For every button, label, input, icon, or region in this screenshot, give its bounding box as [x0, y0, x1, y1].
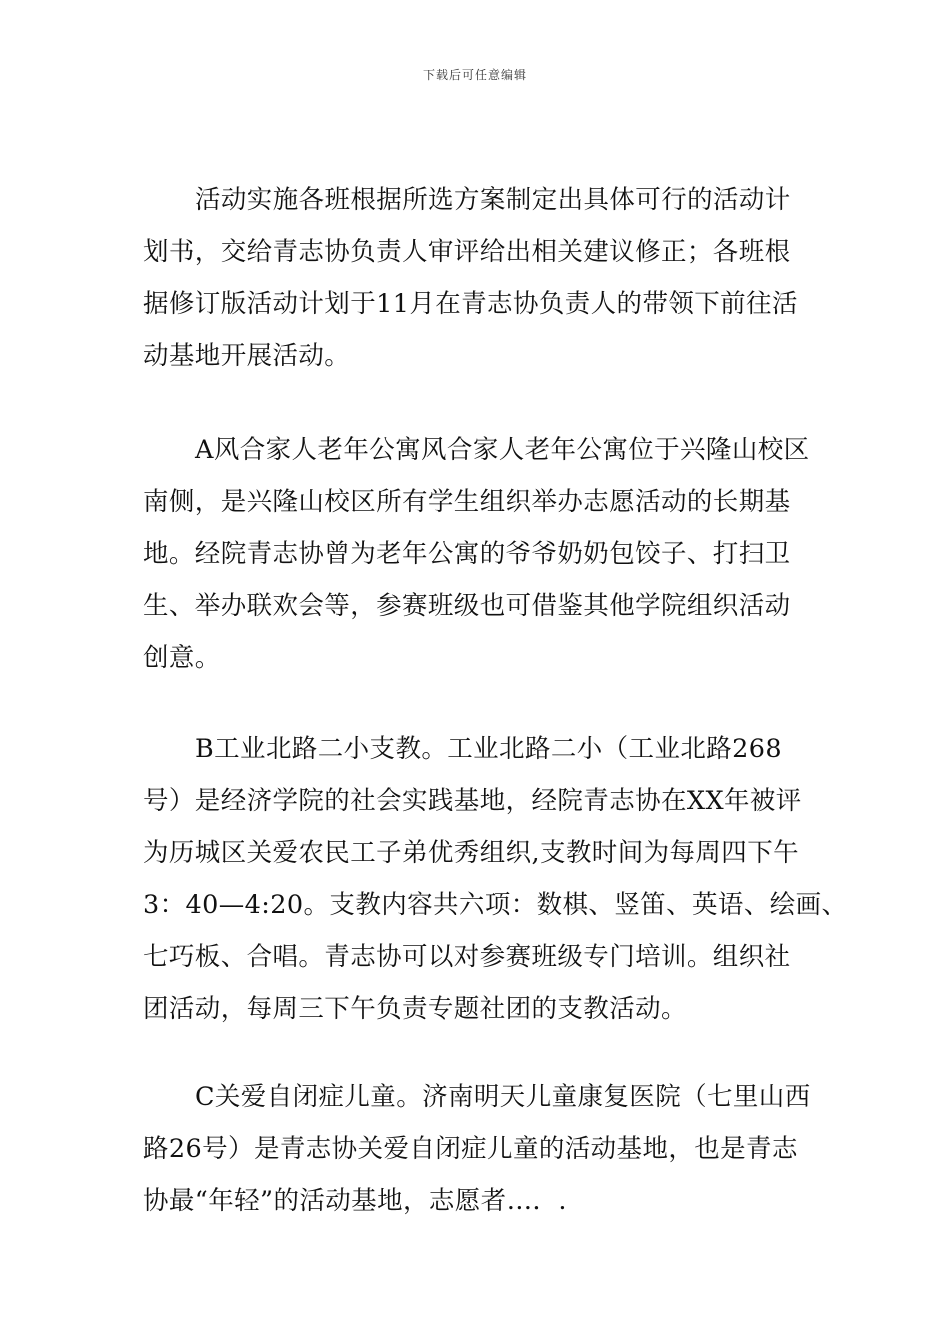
paragraph-line: 3：40—4:20。支教内容共六项：数棋、竖笛、英语、绘画、: [143, 890, 848, 920]
paragraph-line: 活动实施各班根据所选方案制定出具体可行的活动计: [195, 185, 791, 215]
paragraph-line: 路26号）是青志协关爱自闭症儿童的活动基地，也是青志: [143, 1134, 798, 1164]
paragraph-option-b: [143, 723, 848, 1035]
paragraph-line: 为历城区关爱农民工子弟优秀组织,支教时间为每周四下午: [143, 838, 800, 868]
paragraph-line: B工业北路二小支教。工业北路二小（工业北路268: [195, 734, 783, 764]
paragraph-line: 号）是经济学院的社会实践基地，经院青志协在XX年被评: [143, 786, 802, 816]
paragraph-line: 协最“年轻”的活动基地，志愿者…．.: [143, 1186, 567, 1216]
paragraph-line: A风合家人老年公寓风合家人老年公寓位于兴隆山校区: [195, 435, 810, 465]
paragraph-activity-implementation: [143, 174, 813, 382]
paragraph-line: 七巧板、合唱。青志协可以对参赛班级专门培训。组织社: [143, 942, 791, 972]
paragraph-line: 据修订版活动计划于11月在青志协负责人的带领下前往活: [143, 289, 798, 319]
paragraph-line: 地。经院青志协曾为老年公寓的爷爷奶奶包饺子、打扫卫: [143, 539, 791, 569]
paragraph-line: 团活动，每周三下午负责专题社团的支教活动。: [143, 994, 687, 1024]
paragraph-option-a: [143, 424, 813, 684]
paragraph-line: 生、举办联欢会等，参赛班级也可借鉴其他学院组织活动: [143, 591, 791, 621]
paragraph-line: 划书，交给青志协负责人审评给出相关建议修正；各班根: [143, 237, 791, 267]
paragraph-option-c: [143, 1071, 813, 1227]
paragraph-line: 创意。: [143, 643, 221, 673]
paragraph-line: 南侧，是兴隆山校区所有学生组织举办志愿活动的长期基: [143, 487, 791, 517]
paragraph-line: 动基地开展活动。: [143, 341, 351, 371]
paragraph-line: C关爱自闭症儿童。济南明天儿童康复医院（七里山西: [195, 1082, 811, 1112]
page-header: 下载后可任意编辑: [422, 68, 527, 82]
